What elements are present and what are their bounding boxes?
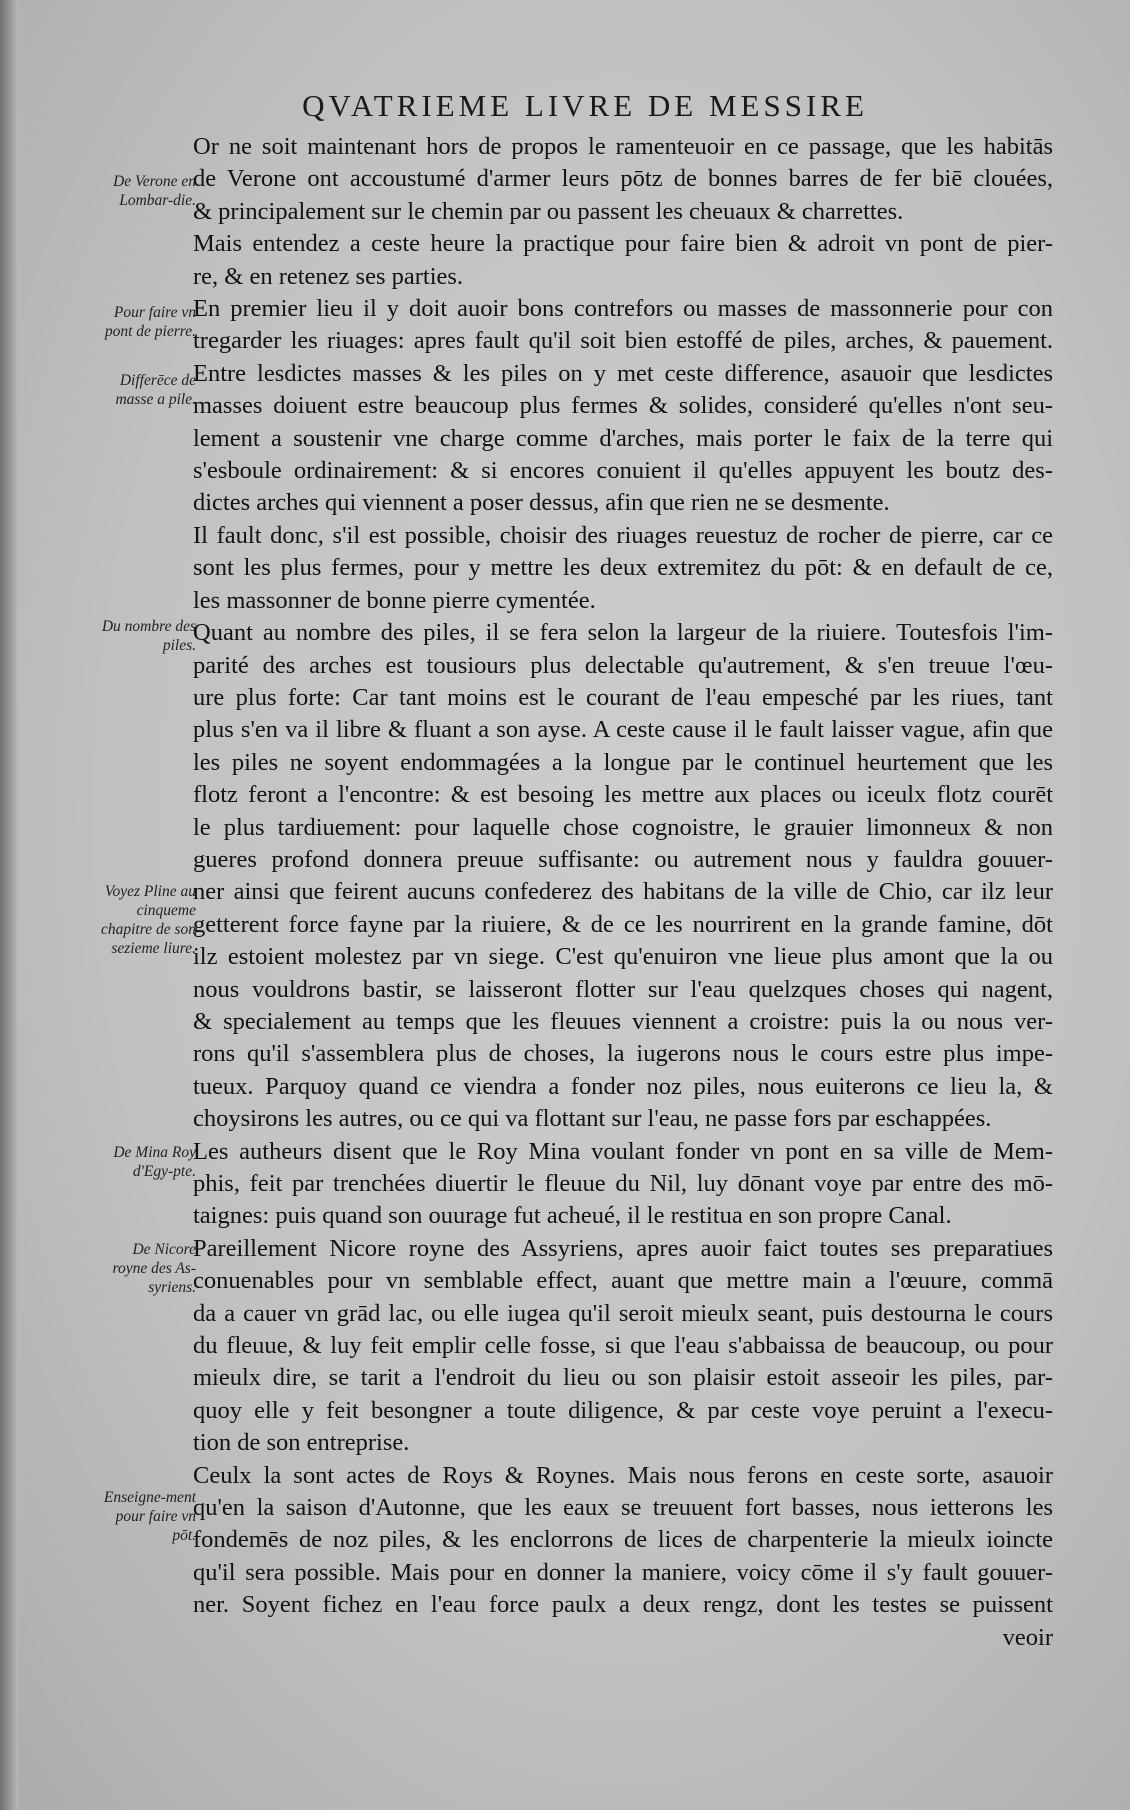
text-line: ner ainsi que feirent aucuns confederez des habitans de la ville de Chio, car ilz leur xyxy=(193,878,1053,906)
text-line: qu'il sera possible. Mais pour en donner la maniere, voicy cōme il s'y fault gouuer- xyxy=(193,1558,1053,1586)
text-line: tregarder les riuages: apres fault qu'il soit bien estoffé de piles, arches, & pauement. xyxy=(193,327,1053,355)
text-line: re, & en retenez ses parties. xyxy=(193,262,464,290)
text-line: les massonner de bonne pierre cymentée. xyxy=(193,586,596,614)
text-line: les piles ne soyent endommagées a la longue par le continuel heurtement que les xyxy=(193,748,1053,776)
text-line: Quant au nombre des piles, il se fera selon la largeur de la riuiere. Toutesfois l'im- xyxy=(193,619,1053,647)
text-line: quoy elle y feit besongner a toute diligence, & par ceste voye peruint a l'execu- xyxy=(193,1396,1053,1424)
margin-note-pont-pierre: Pour faire vn pont de pierre. xyxy=(104,304,196,340)
text-line: Mais entendez a ceste heure la practique pour faire bien & adroit vn pont de pier- xyxy=(193,230,1053,258)
text-line: Ceulx la sont actes de Roys & Roynes. Mais nous ferons en ceste sorte, asauoir xyxy=(193,1461,1053,1489)
text-line: getterent force fayne par la riuiere, & de ce les nourrirent en la grande famine, dōt xyxy=(193,910,1053,938)
margin-note-mina: De Mina Roy d'Egy-pte. xyxy=(113,1144,196,1180)
text-line: Il fault donc, s'il est possible, choisir des riuages reuestuz de rocher de pierre, car ce xyxy=(193,521,1053,549)
text-line: Pareillement Nicore royne des Assyriens, apres auoir faict toutes ses preparatiues xyxy=(193,1234,1053,1262)
text-line: ner. Soyent fichez en l'eau force paulx a deux rengz, dont les testes se puissent xyxy=(193,1591,1053,1619)
text-line: Or ne soit maintenant hors de propos le ramenteuoir en ce passage, que les habitās xyxy=(193,133,1053,160)
text-line: ure plus forte: Car tant moins est le courant de l'eau empesché par les riues, tant xyxy=(193,683,1053,711)
text-line: & specialement au temps que les fleuues viennent a croistre: puis la ou nous ver- xyxy=(193,1007,1053,1035)
text-line: rons qu'il s'assemblera plus de choses, la iugerons nous le cours estre plus impe- xyxy=(193,1040,1053,1068)
text-line: choysirons les autres, ou ce qui va flottant sur l'eau, ne passe fors par eschappées. xyxy=(193,1105,992,1133)
text-line: En premier lieu il y doit auoir bons contrefors ou masses de massonnerie pour con xyxy=(193,295,1053,323)
text-line: dictes arches qui viennent a poser dessus, afin que rien ne se desmente. xyxy=(193,489,890,517)
text-line: da a cauer vn grād lac, ou elle iugea qu'il seroit mieulx seant, puis destourna le cours xyxy=(193,1299,1053,1327)
text-line: phis, feit par trenchées diuertir le fleuue du Nil, luy dōnant voye par entre des mō- xyxy=(193,1170,1053,1197)
text-line: flotz feront a l'encontre: & est besoing les mettre aux places ou iceulx flotz courēt xyxy=(193,781,1053,809)
text-line: tueux. Parquoy quand ce viendra a fonder noz piles, nous euiterons ce lieu la, & xyxy=(193,1072,1053,1100)
page-edge-shadow xyxy=(0,0,18,1810)
text-line: conuenables pour vn semblable effect, auant que mettre main a l'œuure, commā xyxy=(193,1267,1053,1295)
text-line: mieulx dire, se tarit a l'endroit du lieu ou son plaisir estoit asseoir les piles, par- xyxy=(193,1364,1053,1392)
text-line: lement a soustenir vne charge comme d'arches, mais porter le faix de la terre qui xyxy=(193,424,1053,452)
text-line: & principalement sur le chemin par ou passent les cheuaux & charrettes. xyxy=(193,197,904,225)
text-line: taignes: puis quand son ouurage fut acheué, il le restitua en son propre Canal. xyxy=(193,1202,952,1230)
text-line: Entre lesdictes masses & les piles on y met ceste difference, asauoir que lesdictes xyxy=(193,359,1053,387)
text-line: Les autheurs disent que le Roy Mina voulant fonder vn pont en sa ville de Mem- xyxy=(193,1137,1053,1165)
text-line: nous vouldrons bastir, se laisseront flotter sur l'eau quelzques choses qui nagent, xyxy=(193,975,1053,1003)
margin-note-difference: Differēce de masse a pile. xyxy=(115,372,196,408)
margin-note-verone: De Verone en Lombar-die. xyxy=(113,173,196,209)
margin-note-nombre-piles: Du nombre des piles. xyxy=(101,618,196,654)
text-line: le plus tardiuement: pour laquelle chose cognoistre, le grauier limonneux & non xyxy=(193,813,1053,841)
text-line: de Verone ont accoustumé d'armer leurs pōtz de bonnes barres de fer biē clouées, xyxy=(193,165,1053,193)
running-head: QVATRIEME LIVRE DE MESSIRE xyxy=(302,88,868,123)
text-line: fondemēs de noz piles, & les enclorrons de lices de charpenterie la mieulx ioincte xyxy=(193,1526,1053,1554)
margin-note-pline: Voyez Pline au cinqueme chapitre de son sezieme liure. xyxy=(101,883,196,957)
margin-note-nicore: De Nicore royne des As-syriens. xyxy=(112,1241,196,1296)
text-line: s'esboule ordinairement: & si encores conuient il qu'elles appuyent les boutz des- xyxy=(193,457,1053,485)
text-line: sont les plus fermes, pour y mettre les deux extremitez du pōt: & en default de ce, xyxy=(193,554,1053,582)
text-line: masses doiuent estre beaucoup plus fermes & solides, consideré qu'elles n'ont seu- xyxy=(193,392,1053,420)
catchword: veoir xyxy=(1002,1623,1053,1651)
text-line: tion de son entreprise. xyxy=(193,1429,410,1457)
text-line: parité des arches est tousiours plus delectable qu'autrement, & s'en treuue l'œu- xyxy=(193,651,1053,679)
margin-note-enseignement: Enseigne-ment pour faire vn pōt. xyxy=(103,1489,196,1544)
main-text xyxy=(193,131,1053,1654)
text-line: gueres profond donnera preuue suffisante: ou autrement nous y fauldra gouuer- xyxy=(193,845,1053,873)
text-line: plus s'en va il libre & fluant a son ayse. A ceste cause il le fault laisser vague, afin que xyxy=(193,716,1053,744)
text-line: ilz estoient molestez par vn siege. C'est qu'enuiron vne lieue plus amont que la ou xyxy=(193,943,1053,971)
text-line: du fleuue, & luy feit emplir celle fosse, si que l'eau s'abbaissa de beaucoup, ou pour xyxy=(193,1332,1053,1360)
text-line: qu'en la saison d'Autonne, que les eaux se treuuent fort basses, nous ietterons les xyxy=(193,1494,1053,1522)
